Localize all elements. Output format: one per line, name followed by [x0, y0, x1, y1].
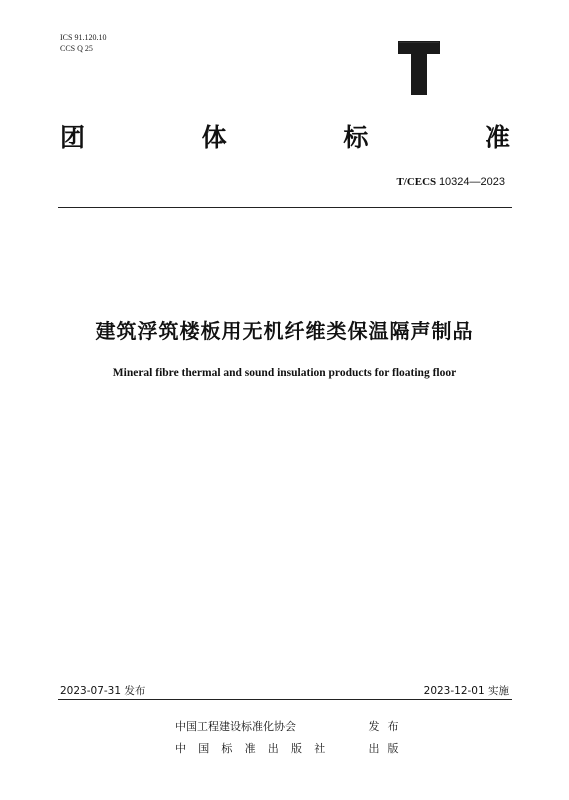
title-chinese: 建筑浮筑楼板用无机纤维类保温隔声制品 — [95, 319, 474, 343]
standard-type-char: 体 — [201, 123, 227, 152]
top-divider — [58, 207, 512, 208]
publisher-row — [175, 718, 407, 734]
ics-code: ICS 91.120.10 — [60, 33, 107, 42]
standard-type-char: 团 — [60, 123, 86, 152]
publisher-name: 中国工程建设标准化协会 — [175, 720, 296, 733]
standard-type-char: 准 — [484, 123, 510, 152]
issue-date: 2023-07-31 发布 — [60, 685, 146, 697]
standard-prefix: T/CECS — [396, 176, 437, 188]
t-standard-logo — [397, 40, 441, 96]
bottom-divider — [58, 699, 512, 700]
standard-type-heading — [60, 118, 510, 154]
classification-codes — [60, 32, 106, 54]
implementation-date: 2023-12-01 实施 — [423, 685, 509, 697]
standard-type-char: 标 — [343, 123, 369, 152]
publisher-action: 出版 — [368, 742, 407, 755]
ccs-code: CCS Q 25 — [60, 44, 93, 53]
publisher-action: 发布 — [368, 720, 407, 733]
title-english: Mineral fibre thermal and sound insulation products for floating floor — [112, 367, 457, 379]
standard-number — [396, 176, 505, 188]
standard-code: 10324—2023 — [438, 176, 505, 188]
publisher-name: 中国标准出版社 — [175, 742, 338, 755]
publisher-row — [175, 740, 407, 756]
